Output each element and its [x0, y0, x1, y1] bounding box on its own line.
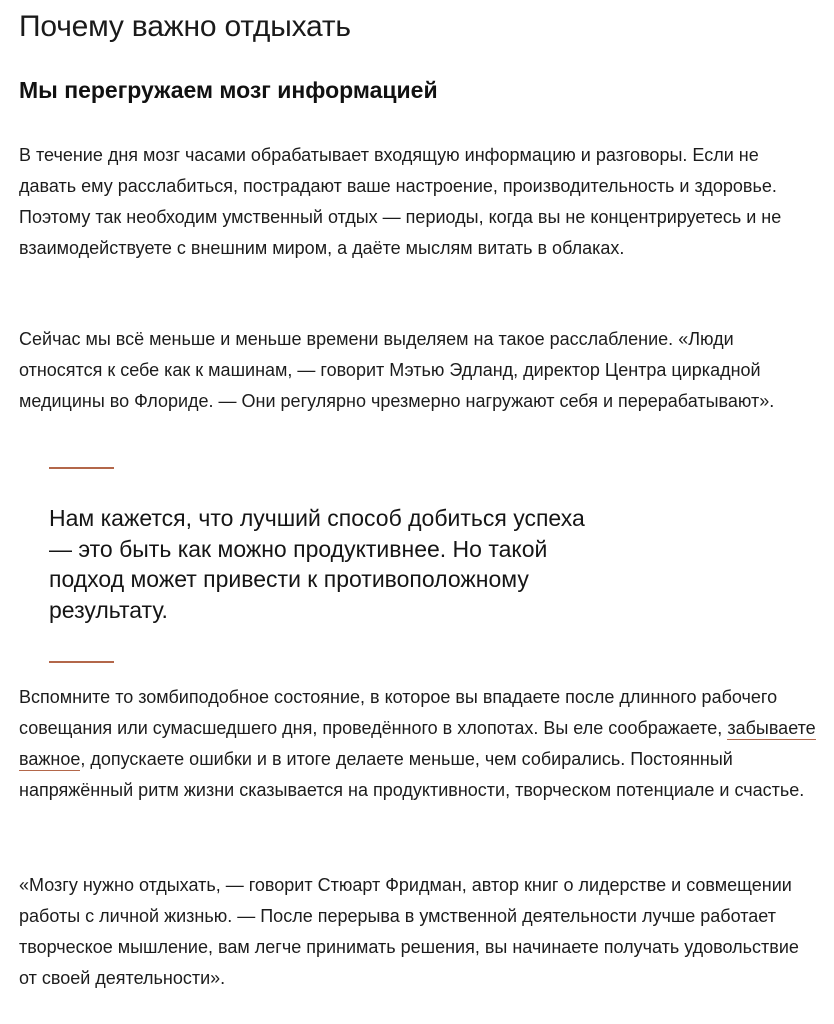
paragraph-1: В течение дня мозг часами обрабатывает входящую информацию и разговоры. Если не давать ему расслабиться, пострадают ваше настроение, производительность и здоровье. Поэтому так необходим умственный отдых — периоды, когда вы не концентрируетесь и не взаимодействуете с внешним миром, а даёте мыслям витать в облаках.: [19, 145, 782, 258]
paragraph-3: [19, 682, 819, 806]
forget-important-link[interactable]: забываете важное: [19, 718, 816, 769]
paragraph-2: Сейчас мы всё меньше и меньше времени выделяем на такое расслабление. «Люди относятся к себе как к машинам, — говорит Мэтью Эдланд, директор Центра циркадной медицины во Флориде. — Они регулярно чрезмерно нагружают себя и перерабатывают».: [19, 329, 775, 411]
section-heading: Мы перегружаем мозг информацией: [19, 77, 438, 103]
article-title: Почему важно отдыхать: [19, 10, 351, 43]
quote-divider-top: [49, 467, 114, 469]
quote-divider-bottom: [49, 661, 114, 663]
paragraph-4: «Мозгу нужно отдыхать, — говорит Стюарт Фридман, автор книг о лидерстве и совмещении работы с личной жизнью. — После перерыва в умственной деятельности лучше работает творческое мышление, вам легче принимать решения, вы начинаете получать удовольствие от своей деятельности».: [19, 875, 799, 988]
pull-quote: Нам кажется, что лучший способ добиться успеха — это быть как можно продуктивнее. Но такой подход может привести к противоположному результату.: [49, 505, 585, 623]
paragraph-3-text-before: Вспомните то зомбиподобное состояние, в которое вы впадаете после длинного рабочего совещания или сумасшедшего дня, проведённого в хлопотах. Вы еле соображаете,: [19, 687, 778, 738]
paragraph-3-text-after: , допускаете ошибки и в итоге делаете меньше, чем собирались. Постоянный напряжённый ритм жизни сказывается на продуктивности, творческом потенциале и счастье.: [19, 749, 805, 800]
